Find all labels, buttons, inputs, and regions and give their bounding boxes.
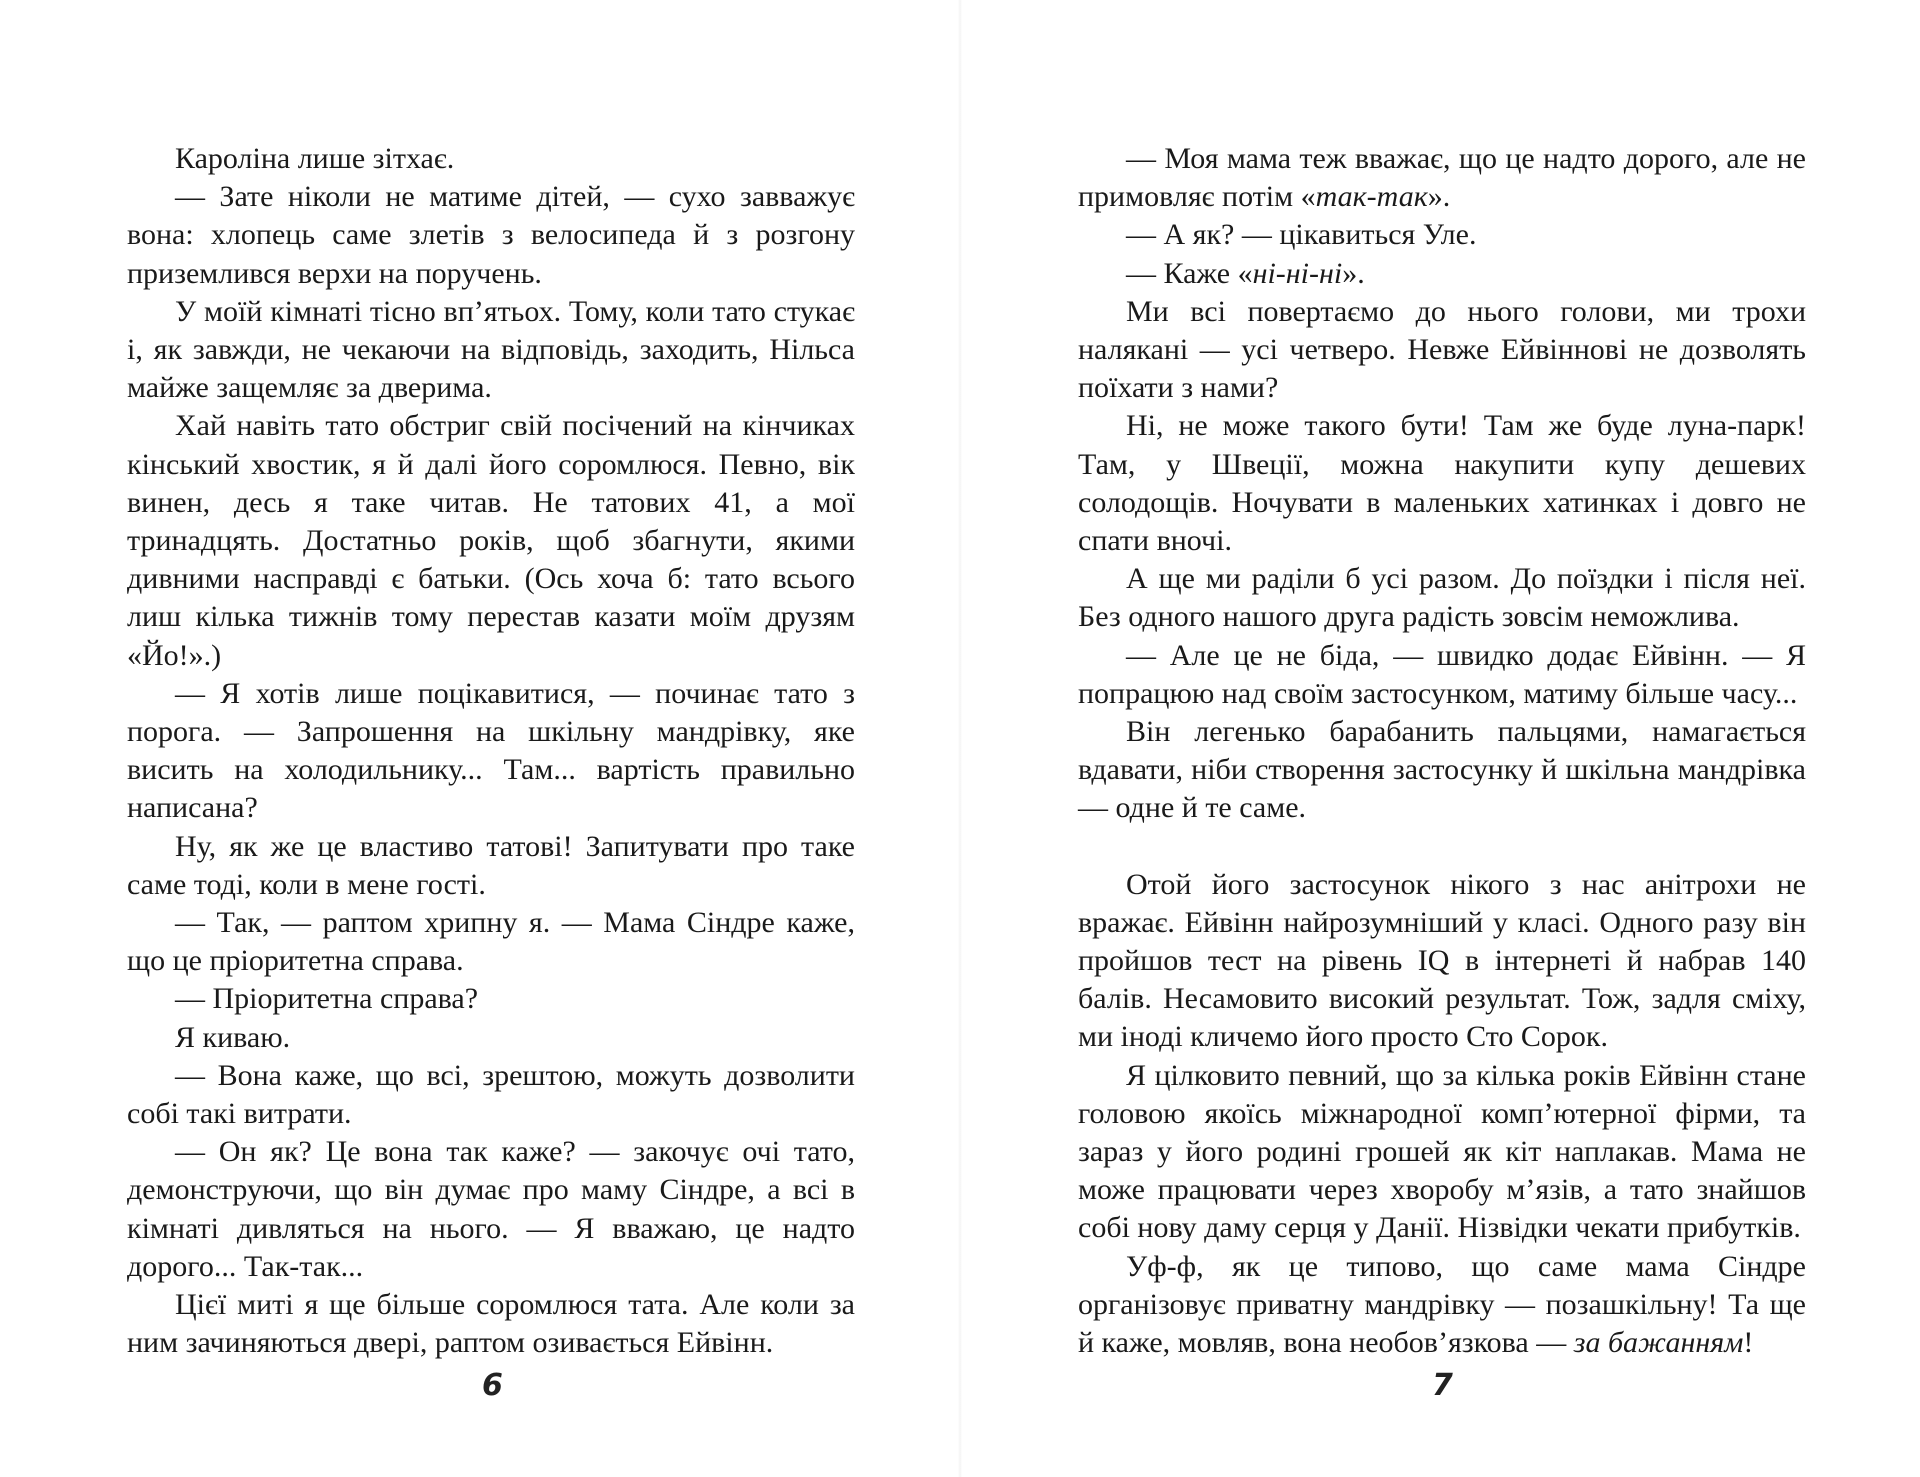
text-run: — Моя мама теж вважає, що це надто дорого, але не примовляє потім « — [1078, 142, 1806, 214]
paragraph: Хай навіть тато обстриг свій посічений на кінчиках кінський хвостик, я й далі його соромлюся. Певно, вік винен, десь я таке читав. Не татових 41, а мої тринадцять. Достатньо років, щоб збагнути, якими дивними насправді є батьки. (Ось хоча б: тато всього лиш кілька тижнів тому перестав казати моїм друзям «Йо!».) — [127, 409, 855, 672]
text-run: Уф-ф, як це типово, що саме мама Сіндре організовує приватну мандрівку — позашкільну! Та ще й каже, мовляв, вона необов’язкова — — [1078, 1249, 1806, 1360]
page-number-left: 6 — [482, 1368, 503, 1403]
paragraph: Кароліна лише зітхає. — [175, 142, 455, 175]
paragraph: — Я хотів лише поцікавитися, — починає тато з порога. — Запрошення на шкільну мандрівку, яке висить на холодильнику... Там... вартість правильно написана? — [127, 676, 855, 825]
paragraph: Він легенько барабанить пальцями, намагається вдавати, ніби створення застосунку й шкільна мандрівка — одне й те саме. — [1078, 715, 1806, 825]
paragraph: — Вона каже, що всі, зрештою, можуть дозволити собі такі витрати. — [127, 1058, 855, 1131]
paragraph: — Пріоритетна справа? — [175, 982, 479, 1016]
paragraph: — Так, — раптом хрипну я. — Мама Сіндре каже, що це пріоритетна справа. — [127, 906, 855, 978]
paragraph: Я цілковито певний, що за кілька років Ейвінн стане головою якоїсь міжнародної комп’ютерної фірми, та зараз у його родині грошей як кіт наплакав. Мама не може працювати через хворобу м’язів, а тато знайшов собі нову даму серця у Данії. Нізвідки чекати прибутків. — [1078, 1058, 1806, 1245]
italic-text: за бажанням — [1573, 1326, 1744, 1360]
paragraph: У моїй кімнаті тісно вп’ятьох. Тому, коли тато стукає і, як завжди, не чекаючи на відповідь, заходить, Нільса майже защемляє за дверима. — [127, 294, 855, 405]
text-run: — Каже « — [1126, 256, 1253, 290]
italic-text: ні-ні-ні — [1252, 256, 1343, 290]
paragraph — [1078, 1248, 1806, 1363]
right-page — [960, 0, 1920, 1477]
paragraph: Цієї миті я ще більше соромлюся тата. Але коли за ним зачиняються двері, раптом озивається Ейвінн. — [127, 1288, 855, 1360]
paragraph: — Але це не біда, — швидко додає Ейвінн. — Я попрацюю над своїм застосунком, матиму більше часу... — [1078, 638, 1806, 710]
text-run: ! — [1743, 1326, 1754, 1360]
paragraph — [1078, 255, 1806, 293]
paragraph: — Зате ніколи не матиме дітей, — сухо завважує вона: хлопець саме злетів з велосипеда й з розгону приземлився верхи на поручень. — [127, 180, 855, 290]
paragraph: А ще ми раділи б усі разом. До поїздки і після неї. Без одного нашого друга радість зовсім неможлива. — [1078, 562, 1806, 634]
paragraph: Ми всі повертаємо до нього голови, ми трохи налякані — усі четверо. Невже Ейвіннові не дозволять поїхати з нами? — [1078, 294, 1806, 405]
paragraph: Отой його застосунок нікого з нас анітрохи не вражає. Ейвінн найрозумніший у класі. Одного разу він пройшов тест на рівень IQ в інтернеті й набрав 140 балів. Несамовито високий результат. Тож, задля сміху, ми іноді кличемо його просто Сто Сорок. — [1078, 867, 1806, 1054]
paragraph — [1078, 140, 1806, 216]
paragraph: Ну, як же це властиво татові! Запитувати про таке саме тоді, коли в мене гості. — [127, 829, 855, 901]
paragraph: Ні, не може такого бути! Там же буде луна-парк! Там, у Швеції, можна накупити купу дешевих солодощів. Ночувати в маленьких хатинках і довго не спати вночі. — [1078, 409, 1806, 558]
paragraph: — Он як? Це вона так каже? — закочує очі тато, демонструючи, що він думає про маму Сіндре, а всі в кімнаті дивляться на нього. — Я вважаю, це надто дорого... Так-так... — [127, 1135, 855, 1283]
left-page-text — [127, 140, 855, 1363]
paragraph: — А як? — цікавиться Уле. — [1126, 218, 1477, 252]
text-run: ». — [1342, 256, 1365, 290]
right-page-text — [1078, 140, 1806, 1362]
page-number-right: 7 — [1432, 1368, 1453, 1403]
paragraph: Я киваю. — [175, 1020, 291, 1054]
italic-text: так-так — [1315, 180, 1428, 214]
text-run: ». — [1427, 180, 1451, 214]
